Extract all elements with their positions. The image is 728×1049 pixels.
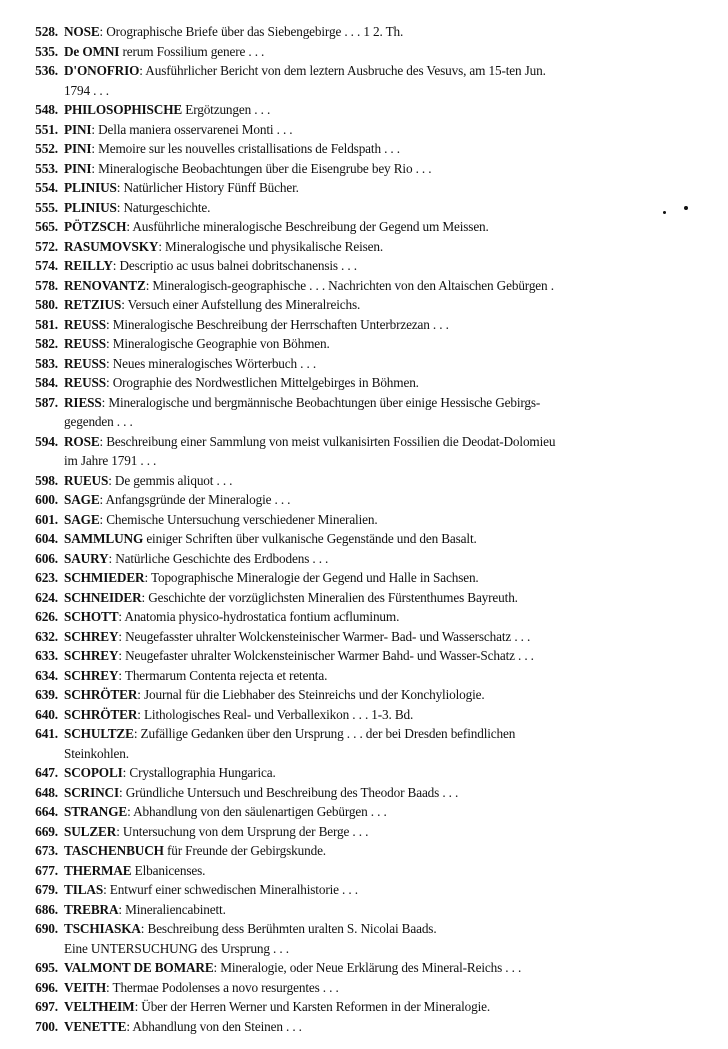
entry-title: Neugefaster uhralter Wolckensteinischer Warmer Bahd- und Wasser-Schatz . . . [125,648,534,663]
bibliography-entry [0,334,728,354]
entry-text: ROSE: Beschreibung einer Sammlung von meist vulkanisirten Fossilien die Deodat-Dolomieu im Jahre 1791 . . . [64,432,728,471]
entry-text: SCHREY: Neugefaster uhralter Wolckensteinischer Warmer Bahd- und Wasser-Schatz . . . [64,648,534,663]
entry-author: SULZER [64,823,117,839]
entry-title: für Freunde der Gebirgskunde. [167,843,326,858]
entry-title: einiger Schriften über vulkanische Gegenstände und den Basalt. [146,531,477,546]
entry-author: SAURY [64,550,109,566]
bibliography-entry [0,354,728,374]
entry-title: Ergötzungen . . . [185,102,271,117]
entry-title: Beschreibung dess Berühmten uralten S. Nicolai Baads. [147,921,437,936]
entry-number: 580. [35,297,58,312]
bibliography-entry [0,393,728,432]
bibliography-entry [0,490,728,510]
entry-continuation: gegenden . . . [64,414,133,429]
entry-text: VELTHEIM: Über der Herren Werner und Karsten Reformen in der Mineralogie. [64,999,491,1014]
entry-text: PLINIUS: Natürlicher History Fünff Bücher. [64,180,299,195]
entry-author: SCOPOLI [64,765,123,780]
entry-title: Della maniera osservarenei Monti . . . [98,121,293,137]
entry-title: Mineralogische Beobachtungen über die Eisengrube bey Rio . . . [98,160,432,176]
entry-author: SCHREY [64,667,119,683]
entry-text: SCHOTT: Anatomia physico-hydrostatica fontium acfluminum. [64,609,400,624]
entry-number: 581. [35,316,58,332]
bibliography-entry [0,666,728,686]
entry-title: Orographie des Nordwestlichen Mittelgebirges in Böhmen. [112,375,419,390]
entry-text: REUSS: Neues mineralogisches Wörterbuch . . . [64,355,317,371]
bibliography-entry [0,198,728,218]
entry-number: 582. [35,336,58,351]
entry-title: Topographische Mineralogie der Gegend und Halle in Sachsen. [150,570,479,585]
bibliography-entry [0,315,728,335]
entry-title: Neugefasster uhralter Wolckensteinischer Warmer- Bad- und Wasserschatz . . . [125,628,531,644]
entry-text: REUSS: Mineralogische Geographie von Böhmen. [64,336,330,351]
entry-text: STRANGE: Abhandlung von den säulenartigen Gebürgen . . . [64,804,387,819]
entry-author: PLINIUS [64,180,117,195]
entry-text [64,42,728,62]
entry-author: RETZIUS [64,297,122,312]
bibliography-entry [0,958,728,978]
entry-text: PINI: Mineralogische Beobachtungen über die Eisengrube bey Rio . . . [64,160,432,176]
entry-text: SAURY: Natürliche Geschichte des Erdbodens . . . [64,550,329,566]
entry-title: Mineralogische und physikalische Reisen. [165,238,384,254]
entry-title: Versuch einer Aufstellung des Mineralreichs. [127,297,361,312]
entry-author: TASCHENBUCH [64,843,164,858]
bibliography-entry [0,997,728,1017]
entry-text: REUSS: Orographie des Nordwestlichen Mittelgebirges in Böhmen. [64,375,419,390]
entry-number: 648. [35,784,58,800]
entry-title: Mineralogisch-geographische . . . Nachrichten von den Altaischen Gebürgen . [152,277,554,293]
entry-text: TREBRA: Mineraliencabinett. [64,901,226,917]
entry-author: RASUMOVSKY [64,238,159,254]
entry-title: Thermae Podolenses a novo resurgentes . . . [112,979,339,995]
bibliography-entry [0,373,728,393]
entry-number: 555. [35,199,58,215]
entry-author: SCHNEIDER [64,589,142,605]
entry-number: 583. [35,355,58,371]
entry-title: Naturgeschichte. [123,199,211,215]
entry-title: Elbanicenses. [134,862,206,878]
bibliography-entry [0,646,728,666]
entry-number: 554. [35,180,58,195]
entry-author: SCHULTZE [64,726,134,741]
entry-text: RASUMOVSKY: Mineralogische und physikalische Reisen. [64,238,384,254]
entry-title: Mineralogie, oder Neue Erklärung des Mineral-Reichs . . . [220,960,522,975]
entry-text: SCHNEIDER: Geschichte der vorzüglichsten Mineralien des Fürstenthumes Bayreuth. [64,589,518,605]
entry-author: REUSS [64,375,107,390]
entry-author: SCHREY [64,648,119,663]
bibliography-list [0,22,728,1036]
entry-title: Neues mineralogisches Wörterbuch . . . [112,355,317,371]
entry-text: PÖTZSCH: Ausführliche mineralogische Beschreibung der Gegend um Meissen. [64,219,489,234]
bibliography-entry [0,510,728,530]
bibliography-entry [0,159,728,179]
entry-author: SAGE [64,511,100,527]
entry-number: 624. [35,589,58,605]
entry-number: 700. [35,1018,58,1034]
entry-text: PINI: Memoire sur les nouvelles cristallisations de Feldspath . . . [64,141,400,156]
entry-author: SCHOTT [64,609,119,624]
bibliography-entry [0,61,728,100]
entry-text [64,861,728,881]
bibliography-entry [0,724,728,763]
entry-number: 634. [35,667,58,683]
entry-text: PINI: Della maniera osservarenei Monti . . . [64,121,293,137]
entry-title: Lithologisches Real- und Verballexikon . . . 1-3. Bd. [143,706,414,722]
entry-number: 600. [35,492,58,507]
entry-text: RETZIUS: Versuch einer Aufstellung des Mineralreichs. [64,297,361,312]
bibliography-entry [0,627,728,647]
entry-text: VALMONT DE BOMARE: Mineralogie, oder Neue Erklärung des Mineral-Reichs . . . [64,960,522,975]
entry-author: SCHRÖTER [64,706,138,722]
entry-author: VELTHEIM [64,999,135,1014]
entry-title: Mineraliencabinett. [125,901,226,917]
entry-continuation: im Jahre 1791 . . . [64,453,157,468]
entry-title: Orographische Briefe über das Siebengebirge . . . 1 2. Th. [106,24,404,39]
entry-author: REILLY [64,258,113,273]
bibliography-entry [0,822,728,842]
entry-author: SAGE [64,492,100,507]
entry-title: Mineralogische Geographie von Böhmen. [112,336,330,351]
entry-number: 548. [35,102,58,117]
entry-number: 551. [35,121,58,137]
bibliography-entry [0,568,728,588]
entry-text: SCOPOLI: Crystallographia Hungarica. [64,765,276,780]
bibliography-entry [0,276,728,296]
entry-text [64,529,728,549]
entry-text: SCRINCI: Gründliche Untersuch und Beschreibung des Theodor Baads . . . [64,784,459,800]
entry-author: REUSS [64,355,107,371]
entry-title: Geschichte der vorzüglichsten Mineralien des Fürstenthumes Bayreuth. [148,589,518,605]
entry-title: Beschreibung einer Sammlung von meist vulkanisirten Fossilien die Deodat-Dolomieu [106,433,556,449]
entry-author: TILAS [64,882,104,897]
entry-author: VALMONT DE BOMARE [64,960,214,975]
entry-author: D'ONOFRIO [64,63,140,78]
bibliography-entry [0,42,728,62]
bibliography-entry [0,705,728,725]
bibliography-entry [0,529,728,549]
entry-title: Ausführlicher Bericht von dem leztern Ausbruche des Vesuvs, am 15-ten Jun. [145,63,546,78]
entry-author: TREBRA [64,901,119,917]
bibliography-entry [0,607,728,627]
entry-author: PÖTZSCH [64,219,127,234]
entry-text [64,100,728,120]
entry-author: VENETTE [64,1018,127,1034]
entry-number: 626. [35,609,58,624]
entry-author: PINI [64,141,92,156]
entry-title: Anfangsgründe der Mineralogie . . . [105,492,291,507]
entry-text [64,841,728,861]
entry-title: Untersuchung von dem Ursprung der Berge . . . [122,823,369,839]
entry-title: rerum Fossilium genere . . . [122,43,265,59]
entry-title: Gründliche Untersuch und Beschreibung des Theodor Baads . . . [125,784,459,800]
bibliography-entry [0,588,728,608]
entry-author: STRANGE [64,804,128,819]
entry-author: SAMMLUNG [64,531,144,546]
entry-author: De OMNI [64,43,120,59]
entry-title: Mineralogische und bergmännische Beobachtungen über einige Hessische Gebirgs- [108,394,541,410]
entry-number: 598. [35,472,58,488]
entry-title: Journal für die Liebhaber des Steinreichs und der Konchyliologie. [143,687,485,702]
bibliography-entry [0,549,728,569]
entry-author: REUSS [64,316,107,332]
entry-author: RIESS [64,394,102,410]
entry-author: PLINIUS [64,199,117,215]
entry-title: Memoire sur les nouvelles cristallisations de Feldspath . . . [98,141,400,156]
entry-number: 632. [35,628,58,644]
entry-text: PLINIUS: Naturgeschichte. [64,199,211,215]
entry-title: Abhandlung von den Steinen . . . [132,1018,302,1034]
entry-author: THERMAE [64,862,132,878]
entry-title: Thermarum Contenta rejecta et retenta. [124,667,328,683]
entry-number: 536. [35,63,58,78]
entry-title: Mineralogische Beschreibung der Herrschaften Unterbrzezan . . . [112,316,449,332]
entry-number: 639. [35,687,58,702]
entry-text: VEITH: Thermae Podolenses a novo resurgentes . . . [64,979,339,995]
entry-title: Anatomia physico-hydrostatica fontium acfluminum. [124,609,400,624]
entry-author: PHILOSOPHISCHE [64,102,183,117]
entry-text: SULZER: Untersuchung von dem Ursprung der Berge . . . [64,823,369,839]
entry-title: Ausführliche mineralogische Beschreibung der Gegend um Meissen. [132,219,489,234]
entry-number: 594. [35,433,58,449]
entry-author: RUEUS [64,472,109,488]
entry-number: 574. [35,258,58,273]
bibliography-entry [0,763,728,783]
entry-text: SCHMIEDER: Topographische Mineralogie der Gegend und Halle in Sachsen. [64,570,479,585]
bibliography-entry [0,178,728,198]
entry-number: 669. [35,823,58,839]
bibliography-entry [0,1017,728,1037]
entry-number: 633. [35,648,58,663]
entry-number: 664. [35,804,58,819]
entry-number: 535. [35,43,58,59]
bibliography-entry [0,432,728,471]
entry-text: SAGE: Anfangsgründe der Mineralogie . . . [64,492,291,507]
entry-number: 584. [35,375,58,390]
bibliography-entry [0,861,728,881]
entry-author: NOSE [64,24,100,39]
entry-text: TSCHIASKA: Beschreibung dess Berühmten uralten S. Nicolai Baads. Eine UNTERSUCHUNG des Ursprung . . . [64,919,728,958]
entry-number: 641. [35,726,58,741]
entry-text: SCHREY: Neugefasster uhralter Wolckensteinischer Warmer- Bad- und Wasserschatz . . . [64,628,531,644]
entry-text: SCHREY: Thermarum Contenta rejecta et retenta. [64,667,328,683]
bibliography-entry [0,802,728,822]
entry-number: 528. [35,24,58,39]
entry-title: Chemische Untersuchung verschiedener Mineralien. [106,511,378,527]
bibliography-entry [0,900,728,920]
entry-title: De gemmis aliquot . . . [114,472,233,488]
entry-text: SCHULTZE: Zufällige Gedanken über den Ursprung . . . der bei Dresden befindlichen Steinkohlen. [64,724,728,763]
entry-number: 690. [35,921,58,936]
entry-number: 647. [35,765,58,780]
entry-text: REUSS: Mineralogische Beschreibung der Herrschaften Unterbrzezan . . . [64,316,449,332]
entry-text: VENETTE: Abhandlung von den Steinen . . . [64,1018,302,1034]
print-speck [663,211,666,214]
entry-title: Crystallographia Hungarica. [129,765,276,780]
entry-number: 578. [35,277,58,293]
entry-title: Descriptio ac usus balnei dobritschanensis . . . [119,258,357,273]
entry-number: 696. [35,979,58,995]
entry-author: PINI [64,160,92,176]
entry-number: 673. [35,843,58,858]
entry-title: Zufällige Gedanken über den Ursprung . . . der bei Dresden befindlichen [140,726,516,741]
entry-text: RIESS: Mineralogische und bergmännische Beobachtungen über einige Hessische Gebirgs- gegenden . . . [64,393,728,432]
entry-number: 679. [35,882,58,897]
entry-text: REILLY: Descriptio ac usus balnei dobritschanensis . . . [64,258,357,273]
entry-author: SCRINCI [64,784,119,800]
bibliography-entry [0,295,728,315]
print-speck [684,206,688,210]
bibliography-entry [0,978,728,998]
bibliography-entry [0,139,728,159]
entry-number: 640. [35,706,58,722]
entry-continuation: 1794 . . . [64,82,109,98]
entry-number: 606. [35,550,58,566]
entry-text: D'ONOFRIO: Ausführlicher Bericht von dem leztern Ausbruche des Vesuvs, am 15-ten Jun. 1794 . . . [64,61,728,100]
entry-title: Über der Herren Werner und Karsten Reformen in der Mineralogie. [141,999,491,1014]
entry-author: SCHREY [64,628,119,644]
entry-continuation: Steinkohlen. [64,745,129,761]
entry-title: Entwurf einer schwedischen Mineralhistorie . . . [109,882,358,897]
entry-text: RENOVANTZ: Mineralogisch-geographische . . . Nachrichten von den Altaischen Gebürgen . [64,277,554,293]
entry-author: RENOVANTZ [64,277,146,293]
entry-number: 601. [35,511,58,527]
entry-title: Natürlicher History Fünff Bücher. [123,180,299,195]
bibliography-entry [0,841,728,861]
entry-author: ROSE [64,433,100,449]
bibliography-entry [0,100,728,120]
entry-author: TSCHIASKA [64,921,141,936]
entry-number: 686. [35,901,58,917]
entry-text: SAGE: Chemische Untersuchung verschiedener Mineralien. [64,511,378,527]
bibliography-entry [0,120,728,140]
entry-author: SCHRÖTER [64,687,138,702]
entry-number: 553. [35,160,58,176]
bibliography-entry [0,685,728,705]
entry-text: RUEUS: De gemmis aliquot . . . [64,472,233,488]
entry-number: 565. [35,219,58,234]
entry-text: TILAS: Entwurf einer schwedischen Mineralhistorie . . . [64,882,358,897]
bibliography-entry [0,471,728,491]
entry-number: 695. [35,960,58,975]
entry-number: 697. [35,999,58,1014]
bibliography-entry [0,217,728,237]
entry-author: SCHMIEDER [64,570,145,585]
entry-number: 572. [35,238,58,254]
bibliography-entry [0,880,728,900]
entry-author: VEITH [64,979,107,995]
entry-text: SCHRÖTER: Journal für die Liebhaber des Steinreichs und der Konchyliologie. [64,687,485,702]
entry-title: Natürliche Geschichte des Erdbodens . . . [115,550,329,566]
entry-number: 604. [35,531,58,546]
entry-number: 587. [35,394,58,410]
entry-number: 677. [35,862,58,878]
entry-author: REUSS [64,336,107,351]
entry-title: Abhandlung von den säulenartigen Gebürgen . . . [133,804,387,819]
bibliography-entry [0,256,728,276]
entry-text: SCHRÖTER: Lithologisches Real- und Verballexikon . . . 1-3. Bd. [64,706,414,722]
bibliography-entry [0,919,728,958]
bibliography-entry [0,237,728,257]
entry-number: 623. [35,570,58,585]
bibliography-entry [0,783,728,803]
entry-number: 552. [35,141,58,156]
bibliography-entry [0,22,728,42]
entry-continuation: Eine UNTERSUCHUNG des Ursprung . . . [64,940,289,956]
entry-text: NOSE: Orographische Briefe über das Siebengebirge . . . 1 2. Th. [64,24,404,39]
entry-author: PINI [64,121,92,137]
